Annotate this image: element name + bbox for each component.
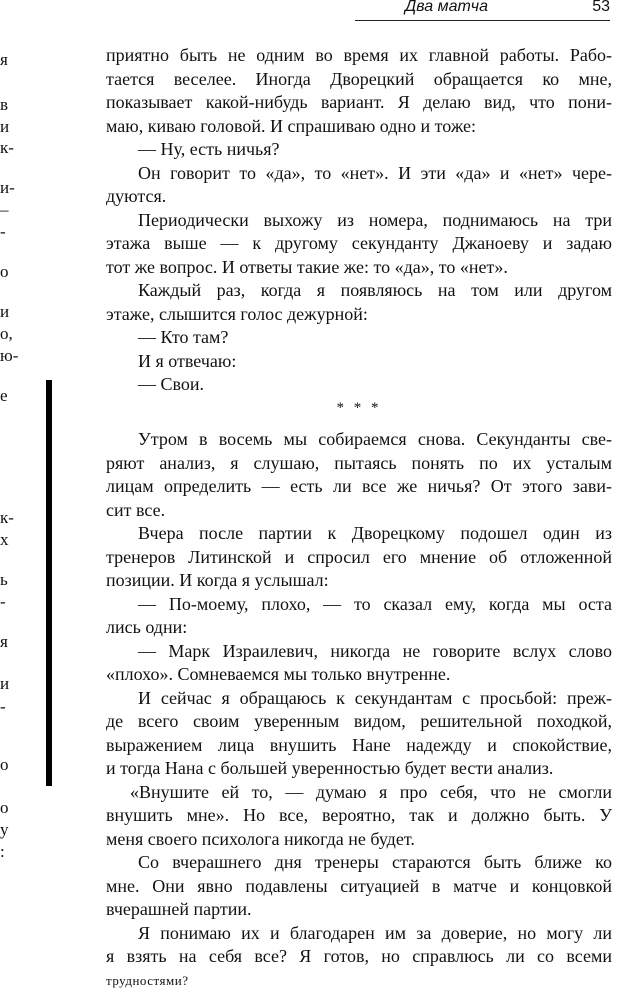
text-line: выражением лица внушить Нане надежду и спокойствие, <box>106 734 612 758</box>
text-line: этажа выше — к другому секунданту Джаноеву и задаю <box>106 232 612 256</box>
section-divider: * * * <box>106 397 612 421</box>
bleed-fragment: о <box>0 798 9 818</box>
bleed-fragment: о <box>0 755 9 775</box>
bleed-fragment: - <box>0 222 6 242</box>
bleed-fragment: х <box>0 530 9 550</box>
text-line: вчерашней партии. <box>106 898 612 922</box>
text-line: дуются. <box>106 185 612 209</box>
bleed-fragment: - <box>0 592 6 612</box>
text-line: де всего своим уверенным видом, решительной походкой, <box>106 710 612 734</box>
text-line: внушить мне». Но все, вероятно, так и должно быть. У <box>106 804 612 828</box>
margin-rule <box>46 380 52 786</box>
text-line: И я отвечаю: <box>106 350 612 374</box>
text-line: тренеров Литинской и спросил его мнение об отложенной <box>106 546 612 570</box>
text-line: тот же вопрос. И ответы такие же: то «да», то «нет». <box>106 256 612 280</box>
running-header <box>355 0 610 21</box>
text-line: меня своего психолога никогда не будет. <box>106 828 612 852</box>
text-line: позиции. И когда я услышал: <box>106 569 612 593</box>
text-line: И сейчас я обращаюсь к секундантам с просьбой: преж- <box>106 687 612 711</box>
dialogue-line: — По-моему, плохо, — то сказал ему, когда мы оста <box>106 593 612 617</box>
bleed-fragment: е <box>0 386 8 406</box>
bleed-fragment: к- <box>0 508 14 528</box>
text-line: Утром в восемь мы собираемся снова. Секунданты све- <box>106 428 612 452</box>
section-gap <box>106 420 612 428</box>
bleed-fragment: у <box>0 820 9 840</box>
text-line: мне. Они явно подавлены ситуацией в матче и концовкой <box>106 875 612 899</box>
text-line: Каждый раз, когда я появляюсь на том или другом <box>106 279 612 303</box>
bleed-fragment: - <box>0 697 6 717</box>
running-title: Два матча <box>405 0 488 16</box>
bleed-fragment: я <box>0 632 8 652</box>
dialogue-line: — Марк Израилевич, никогда не говорите вслух слово <box>106 640 612 664</box>
bleed-fragment: и- <box>0 178 15 198</box>
bleed-fragment: и <box>0 302 9 322</box>
dialogue-line: «плохо». Сомневаемся мы только внутренне. <box>106 663 612 687</box>
bleed-fragment: – <box>0 200 9 220</box>
dialogue-line: — Кто там? <box>106 326 612 350</box>
text-line: я взять на себя все? Я готов, но справлюсь ли со всеми <box>106 945 612 969</box>
dialogue-line: — Свои. <box>106 373 612 397</box>
text-line: Он говорит то «да», то «нет». И эти «да» и «нет» чере- <box>106 162 612 186</box>
page-body-text <box>106 44 612 992</box>
text-line: ряют анализ, я слушаю, пытаясь понять по их усталым <box>106 452 612 476</box>
dialogue-line: лись одни: <box>106 616 612 640</box>
bleed-fragment: о, <box>0 324 13 344</box>
bleed-fragment: к- <box>0 138 14 158</box>
bleed-fragment: и <box>0 117 9 137</box>
text-line: Вчера после партии к Дворецкому подошел один из <box>106 522 612 546</box>
bleed-fragment: я <box>0 50 8 70</box>
facing-page-bleed <box>0 0 20 901</box>
text-line: трудностями? <box>106 969 612 992</box>
text-line: приятно быть не одним во время их главной работы. Рабо- <box>106 44 612 68</box>
text-line: маю, киваю головой. И спрашиваю одно и тоже: <box>106 115 612 139</box>
bleed-fragment: ю- <box>0 346 18 366</box>
bleed-fragment: о <box>0 262 9 282</box>
text-line: лицам определить — есть ли все же ничья? От этого зави- <box>106 475 612 499</box>
text-line: тается веселее. Иногда Дворецкий обращается ко мне, <box>106 68 612 92</box>
text-line: показывает какой-нибудь вариант. Я делаю вид, что пони- <box>106 91 612 115</box>
text-line: этаже, слышится голос дежурной: <box>106 303 612 327</box>
text-line: «Внушите ей то, — думаю я про себя, что не смогли <box>106 781 612 805</box>
bleed-fragment: ь <box>0 570 8 590</box>
text-line: сит все. <box>106 499 612 523</box>
bleed-fragment: в <box>0 95 8 115</box>
text-line: Со вчерашнего дня тренеры стараются быть ближе ко <box>106 851 612 875</box>
text-line: и тогда Нана с большей уверенностью будет вести анализ. <box>106 757 612 781</box>
bleed-fragment: : <box>0 842 5 862</box>
text-line: Периодически выхожу из номера, поднимаюсь на три <box>106 209 612 233</box>
bleed-fragment: и <box>0 674 9 694</box>
page-number: 53 <box>592 0 610 16</box>
text-line: Я понимаю их и благодарен им за доверие, но могу ли <box>106 922 612 946</box>
dialogue-line: — Ну, есть ничья? <box>106 138 612 162</box>
